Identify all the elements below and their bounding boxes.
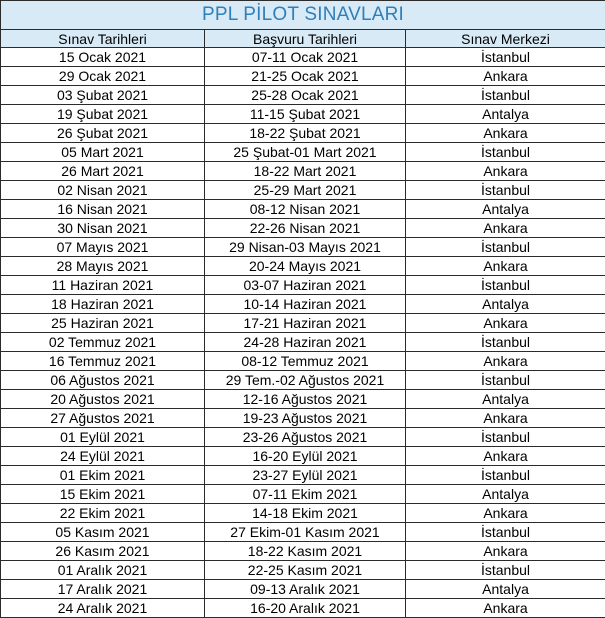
exam-center-cell: Ankara (406, 219, 605, 238)
column-header-exam-date: Sınav Tarihleri (1, 30, 205, 48)
application-date-cell: 12-16 Ağustos 2021 (205, 390, 406, 409)
exam-center-cell: Ankara (406, 504, 605, 523)
exam-center-cell: Ankara (406, 257, 605, 276)
application-date-cell: 09-13 Aralık 2021 (205, 580, 406, 599)
application-date-cell: 22-26 Nisan 2021 (205, 219, 406, 238)
table-row (1, 561, 605, 580)
application-date-cell: 29 Nisan-03 Mayıs 2021 (205, 238, 406, 257)
exam-center-cell: İstanbul (406, 371, 605, 390)
table-row (1, 219, 605, 238)
exam-center-cell: Ankara (406, 409, 605, 428)
exam-center-cell: İstanbul (406, 238, 605, 257)
table-row (1, 580, 605, 599)
application-date-cell: 16-20 Eylül 2021 (205, 447, 406, 466)
exam-date-cell: 24 Aralık 2021 (1, 599, 205, 618)
exam-date-cell: 26 Mart 2021 (1, 162, 205, 181)
table-row (1, 200, 605, 219)
table-row (1, 485, 605, 504)
column-header-row (1, 30, 605, 48)
application-date-cell: 25-28 Ocak 2021 (205, 86, 406, 105)
exam-date-cell: 30 Nisan 2021 (1, 219, 205, 238)
exam-center-cell: İstanbul (406, 86, 605, 105)
exam-center-cell: Antalya (406, 485, 605, 504)
table-row (1, 143, 605, 162)
exam-date-cell: 11 Haziran 2021 (1, 276, 205, 295)
exam-center-cell: Ankara (406, 447, 605, 466)
exam-center-cell: Antalya (406, 105, 605, 124)
exam-date-cell: 15 Ekim 2021 (1, 485, 205, 504)
table-row (1, 428, 605, 447)
application-date-cell: 27 Ekim-01 Kasım 2021 (205, 523, 406, 542)
application-date-cell: 20-24 Mayıs 2021 (205, 257, 406, 276)
table-row (1, 124, 605, 143)
exam-center-cell: Ankara (406, 162, 605, 181)
exam-date-cell: 22 Ekim 2021 (1, 504, 205, 523)
application-date-cell: 18-22 Kasım 2021 (205, 542, 406, 561)
table-row (1, 162, 605, 181)
exam-date-cell: 24 Eylül 2021 (1, 447, 205, 466)
application-date-cell: 16-20 Aralık 2021 (205, 599, 406, 618)
application-date-cell: 21-25 Ocak 2021 (205, 67, 406, 86)
exam-center-cell: Antalya (406, 580, 605, 599)
exam-center-cell: İstanbul (406, 143, 605, 162)
application-date-cell: 18-22 Şubat 2021 (205, 124, 406, 143)
table-title-row (1, 1, 605, 30)
exam-date-cell: 07 Mayıs 2021 (1, 238, 205, 257)
exam-center-cell: Ankara (406, 124, 605, 143)
exam-center-cell: İstanbul (406, 333, 605, 352)
exam-date-cell: 06 Ağustos 2021 (1, 371, 205, 390)
table-row (1, 390, 605, 409)
exam-date-cell: 16 Temmuz 2021 (1, 352, 205, 371)
application-date-cell: 19-23 Ağustos 2021 (205, 409, 406, 428)
exam-date-cell: 25 Haziran 2021 (1, 314, 205, 333)
application-date-cell: 22-25 Kasım 2021 (205, 561, 406, 580)
table-row (1, 314, 605, 333)
application-date-cell: 23-27 Eylül 2021 (205, 466, 406, 485)
exam-center-cell: İstanbul (406, 561, 605, 580)
exam-date-cell: 26 Kasım 2021 (1, 542, 205, 561)
application-date-cell: 25 Şubat-01 Mart 2021 (205, 143, 406, 162)
application-date-cell: 25-29 Mart 2021 (205, 181, 406, 200)
exam-date-cell: 16 Nisan 2021 (1, 200, 205, 219)
table-row (1, 48, 605, 67)
exam-date-cell: 26 Şubat 2021 (1, 124, 205, 143)
table-body (1, 48, 605, 618)
exam-center-cell: İstanbul (406, 276, 605, 295)
exam-center-cell: Ankara (406, 542, 605, 561)
application-date-cell: 23-26 Ağustos 2021 (205, 428, 406, 447)
application-date-cell: 10-14 Haziran 2021 (205, 295, 406, 314)
exam-date-cell: 19 Şubat 2021 (1, 105, 205, 124)
exam-date-cell: 01 Eylül 2021 (1, 428, 205, 447)
exam-center-cell: İstanbul (406, 181, 605, 200)
exam-date-cell: 29 Ocak 2021 (1, 67, 205, 86)
exam-date-cell: 15 Ocak 2021 (1, 48, 205, 67)
exam-date-cell: 01 Ekim 2021 (1, 466, 205, 485)
column-header-exam-center: Sınav Merkezi (406, 30, 605, 48)
exam-center-cell: Ankara (406, 314, 605, 333)
table-row (1, 105, 605, 124)
application-date-cell: 07-11 Ocak 2021 (205, 48, 406, 67)
table-row (1, 504, 605, 523)
column-header-application-date: Başvuru Tarihleri (205, 30, 406, 48)
exam-center-cell: İstanbul (406, 523, 605, 542)
table-row (1, 181, 605, 200)
exam-center-cell: Ankara (406, 67, 605, 86)
table-row (1, 333, 605, 352)
application-date-cell: 14-18 Ekim 2021 (205, 504, 406, 523)
exam-date-cell: 01 Aralık 2021 (1, 561, 205, 580)
exam-center-cell: Ankara (406, 352, 605, 371)
table-row (1, 466, 605, 485)
application-date-cell: 11-15 Şubat 2021 (205, 105, 406, 124)
table-row (1, 67, 605, 86)
application-date-cell: 07-11 Ekim 2021 (205, 485, 406, 504)
exam-date-cell: 17 Aralık 2021 (1, 580, 205, 599)
table-row (1, 86, 605, 105)
exam-center-cell: Antalya (406, 200, 605, 219)
table-row (1, 257, 605, 276)
table-row (1, 238, 605, 257)
exam-date-cell: 02 Nisan 2021 (1, 181, 205, 200)
application-date-cell: 08-12 Temmuz 2021 (205, 352, 406, 371)
exam-date-cell: 27 Ağustos 2021 (1, 409, 205, 428)
table-row (1, 409, 605, 428)
exam-center-cell: İstanbul (406, 466, 605, 485)
exam-date-cell: 18 Haziran 2021 (1, 295, 205, 314)
application-date-cell: 18-22 Mart 2021 (205, 162, 406, 181)
application-date-cell: 24-28 Haziran 2021 (205, 333, 406, 352)
exam-date-cell: 02 Temmuz 2021 (1, 333, 205, 352)
exam-date-cell: 05 Mart 2021 (1, 143, 205, 162)
exam-center-cell: İstanbul (406, 48, 605, 67)
table-row (1, 523, 605, 542)
table-row (1, 599, 605, 618)
table-row (1, 352, 605, 371)
table-row (1, 295, 605, 314)
table-row (1, 542, 605, 561)
application-date-cell: 29 Tem.-02 Ağustos 2021 (205, 371, 406, 390)
table-row (1, 447, 605, 466)
table-row (1, 276, 605, 295)
exam-center-cell: Antalya (406, 295, 605, 314)
exam-date-cell: 03 Şubat 2021 (1, 86, 205, 105)
exam-date-cell: 05 Kasım 2021 (1, 523, 205, 542)
exam-date-cell: 20 Ağustos 2021 (1, 390, 205, 409)
exam-date-cell: 28 Mayıs 2021 (1, 257, 205, 276)
table-title: PPL PİLOT SINAVLARI (1, 1, 605, 30)
exam-center-cell: Ankara (406, 599, 605, 618)
table-row (1, 371, 605, 390)
application-date-cell: 03-07 Haziran 2021 (205, 276, 406, 295)
application-date-cell: 08-12 Nisan 2021 (205, 200, 406, 219)
application-date-cell: 17-21 Haziran 2021 (205, 314, 406, 333)
exam-center-cell: İstanbul (406, 428, 605, 447)
exam-center-cell: Antalya (406, 390, 605, 409)
